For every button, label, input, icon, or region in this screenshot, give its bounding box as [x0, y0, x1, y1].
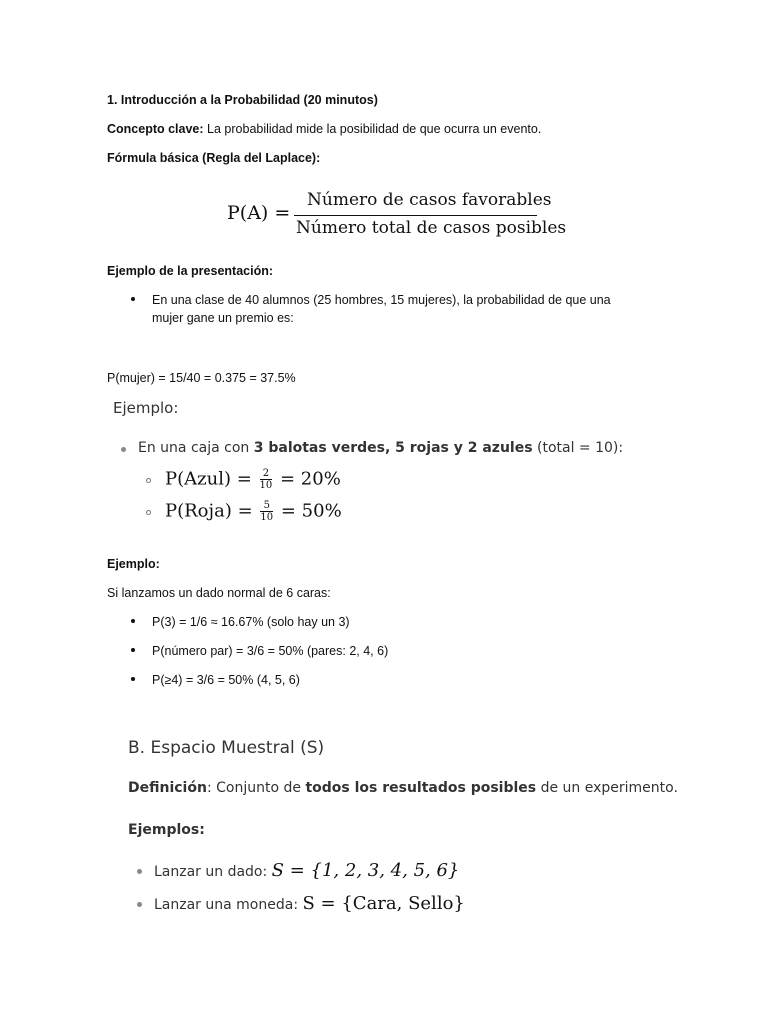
- laplace-formula: [0, 0, 768, 260]
- p-roja-rhs: = 50%: [280, 500, 342, 522]
- concept-label: Concepto clave:: [107, 122, 204, 136]
- p-roja-num: 5: [260, 500, 273, 512]
- sample-space-item: [154, 860, 459, 881]
- formula-lhs: P(A) =: [227, 202, 291, 224]
- fraction-bar: [294, 215, 537, 216]
- example-bullet-line2: mujer gane un premio es:: [152, 311, 294, 325]
- balls-example-title: Ejemplo:: [113, 399, 179, 417]
- definition-text-1: : Conjunto de: [206, 780, 306, 796]
- p-azul-den: 10: [259, 480, 273, 491]
- bullet-dot: [131, 619, 135, 623]
- balls-bullet-suffix: (total = 10):: [537, 440, 624, 456]
- balls-bullet-prefix: En una caja con: [138, 440, 250, 456]
- p-azul-num: 2: [260, 468, 273, 480]
- p-azul-fraction: [260, 468, 273, 491]
- sub-bullet-ring: [146, 510, 151, 515]
- sample-space-heading: B. Espacio Muestral (S): [128, 738, 325, 758]
- p-roja-lhs: P(Roja) =: [165, 500, 253, 522]
- examples-label: Ejemplos:: [128, 822, 205, 838]
- concept-text: La probabilidad mide la posibilidad de que ocurra un evento.: [207, 122, 542, 136]
- example-label: Ejemplo de la presentación:: [107, 264, 274, 278]
- dice-bullet: P(≥4) = 3/6 = 50% (4, 5, 6): [152, 673, 300, 687]
- sub-bullet-ring: [146, 478, 151, 483]
- definition-bold: todos los resultados posibles: [305, 780, 537, 796]
- sample-space-item: [154, 893, 465, 914]
- bullet-dot: [137, 869, 142, 874]
- balls-bullet-bold: 3 balotas verdes, 5 rojas y 2 azules: [253, 440, 533, 456]
- definition-label: Definición: [128, 780, 207, 796]
- dice-intro: Si lanzamos un dado normal de 6 caras:: [107, 586, 331, 600]
- balls-bullet: [138, 440, 623, 456]
- bullet-dot: [131, 677, 135, 681]
- p-roja-fraction: [260, 500, 273, 523]
- bullet-dot: [137, 902, 142, 907]
- p-roja-formula: [165, 500, 342, 523]
- bullet-dot: [131, 648, 135, 652]
- p-azul-formula: [165, 468, 341, 491]
- p-roja-den: 10: [260, 512, 274, 523]
- definition-text-2: de un experimento.: [536, 780, 678, 796]
- p-azul-lhs: P(Azul) =: [165, 468, 252, 490]
- definition-line: [128, 780, 678, 796]
- dice-example-title: Ejemplo:: [107, 557, 160, 571]
- item-math: S = {Cara, Sello}: [302, 893, 465, 914]
- bullet-dot: [131, 297, 135, 301]
- example-result: P(mujer) = 15/40 = 0.375 = 37.5%: [107, 371, 296, 385]
- dice-bullet: P(3) = 1/6 ≈ 16.67% (solo hay un 3): [152, 615, 350, 629]
- formula-denominator: Número total de casos posibles: [296, 218, 567, 238]
- formula-label: Fórmula básica (Regla del Laplace):: [107, 151, 321, 165]
- item-math: S = {1, 2, 3, 4, 5, 6}: [271, 860, 460, 881]
- item-text: Lanzar un dado:: [154, 864, 272, 880]
- dice-bullet: P(número par) = 3/6 = 50% (pares: 2, 4, 6): [152, 644, 389, 658]
- item-text: Lanzar una moneda:: [154, 897, 303, 913]
- formula-numerator: Número de casos favorables: [307, 190, 552, 210]
- p-azul-rhs: = 20%: [280, 468, 341, 490]
- example-bullet-line1: En una clase de 40 alumnos (25 hombres, 15 mujeres), la probabilidad de que una: [152, 293, 611, 307]
- section-heading: 1. Introducción a la Probabilidad (20 minutos): [107, 93, 378, 107]
- bullet-dot: [121, 447, 126, 452]
